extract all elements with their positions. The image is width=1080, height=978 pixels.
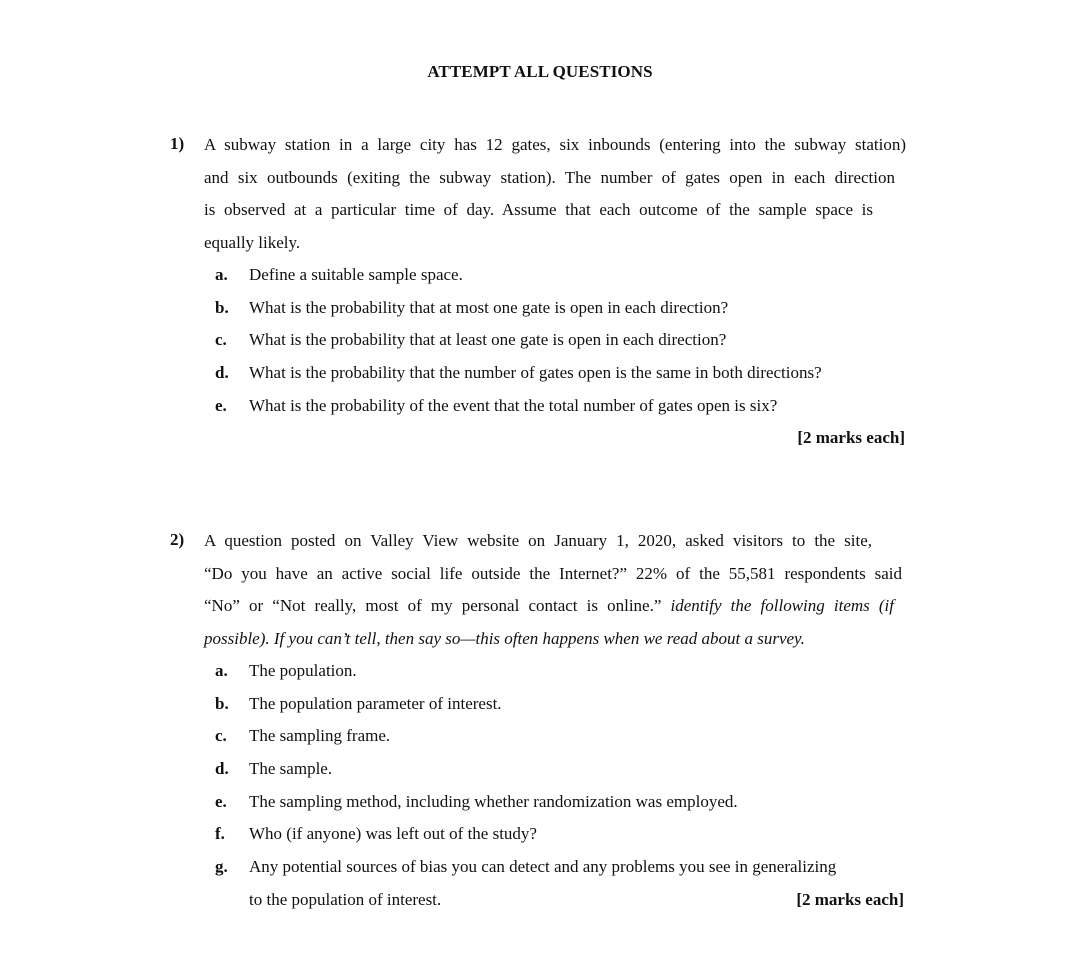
list-item: [0, 792, 1080, 825]
part-text: The population parameter of interest.: [249, 694, 502, 713]
stem-line: A subway station in a large city has 12 gates, six inbounds (entering into the subway station): [204, 135, 906, 154]
part-letter: a.: [215, 661, 228, 680]
list-item: [0, 759, 1080, 792]
instruction-text: identify the following items (if: [670, 596, 894, 616]
list-item: [0, 890, 1080, 923]
part-text: What is the probability that the number of gates open is the same in both directions?: [249, 363, 822, 382]
part-text: What is the probability that at most one gate is open in each direction?: [249, 298, 729, 317]
list-item: [0, 363, 1080, 396]
instruction-text: possible). If you can’t tell, then say so—this often happens when we read about a survey.: [204, 628, 805, 648]
list-item: [0, 694, 1080, 727]
part-letter: f.: [215, 824, 225, 843]
part-letter: c.: [215, 330, 227, 349]
part-text: The population.: [249, 661, 357, 680]
stem-line: A question posted on Valley View website on January 1, 2020, asked visitors to the site,: [204, 531, 872, 550]
list-item: [0, 396, 1080, 429]
part-letter: c.: [215, 726, 227, 745]
part-text: The sampling frame.: [249, 726, 391, 745]
stem-line: [204, 590, 894, 623]
stem-text: “No” or “Not really, most of my personal contact is online.”: [204, 596, 671, 616]
stem-line: and six outbounds (exiting the subway station). The number of gates open in each direction: [204, 167, 895, 187]
stem-line: is observed at a particular time of day. Assume that each outcome of the sample space is: [204, 200, 873, 220]
question-number: 2): [170, 530, 185, 549]
list-item: [0, 661, 1080, 694]
list-item: [0, 298, 1080, 331]
part-letter: e.: [215, 396, 227, 415]
part-letter: d.: [215, 759, 229, 778]
marks-label: [2 marks each]: [797, 428, 905, 447]
part-letter: g.: [215, 857, 228, 876]
stem-line: equally likely.: [204, 232, 301, 252]
list-item: [0, 857, 1080, 890]
question-stem: [204, 525, 904, 655]
list-item: [0, 330, 1080, 363]
part-text: Define a suitable sample space.: [249, 265, 463, 284]
part-text: Who (if anyone) was left out of the study?: [249, 824, 537, 843]
part-letter: d.: [215, 363, 229, 382]
list-item: [0, 265, 1080, 298]
question-stem: [204, 129, 906, 259]
marks-label: [2 marks each]: [796, 890, 904, 909]
part-text-continuation: to the population of interest.: [249, 890, 442, 909]
stem-line: “Do you have an active social life outside the Internet?” 22% of the 55,581 respondents said: [204, 563, 902, 583]
part-text: What is the probability that at least one gate is open in each direction?: [249, 330, 727, 349]
part-text: The sample.: [249, 759, 333, 778]
page-title: ATTEMPT ALL QUESTIONS: [427, 62, 653, 81]
part-letter: b.: [215, 298, 229, 317]
question-number: 1): [170, 134, 185, 153]
part-letter: b.: [215, 694, 229, 713]
part-text: What is the probability of the event that the total number of gates open is six?: [249, 396, 778, 415]
part-text: The sampling method, including whether randomization was employed.: [249, 792, 738, 811]
part-letter: a.: [215, 265, 228, 284]
list-item: [0, 726, 1080, 759]
part-text: Any potential sources of bias you can detect and any problems you see in generalizing: [249, 857, 837, 876]
list-item: [0, 824, 1080, 857]
part-letter: e.: [215, 792, 227, 811]
